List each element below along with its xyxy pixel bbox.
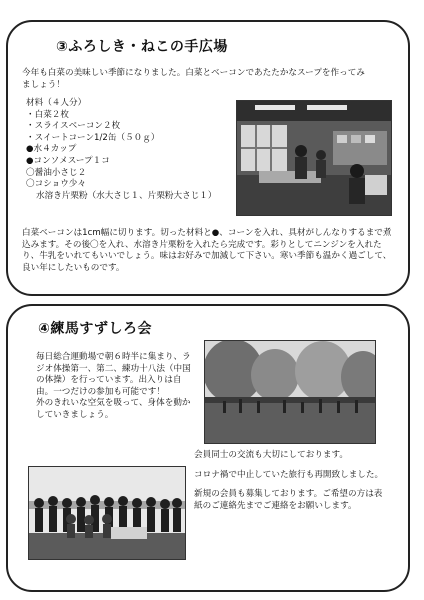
ingredient-item: ・白菜２枚 [26, 109, 69, 120]
member-note: 新規の会員も募集しております。ご希望の方は表紙のご連絡先までご連絡をお願いします。 [194, 489, 383, 511]
section-title: ④練馬すずしろ会 [38, 321, 152, 337]
ingredient-item: ●コンソメスープ１コ [26, 155, 110, 166]
ingredients-list [26, 98, 256, 202]
park-exercise-photo [204, 340, 376, 444]
community-room-photo-image [237, 101, 391, 215]
activity-text: 毎日総合運動場で朝６時半に集まり、ラジオ体操第一、第二、練功十八法（中国の体操）を行っています。出入りは自由。一つだけの参加も可能です！ 外のきれいな空気を吸って、身体を動かしていきましょう。 [36, 352, 191, 420]
section-title: ③ふろしき・ねこの手広場 [56, 39, 228, 55]
section-furoshiki [6, 20, 410, 296]
ingredient-item: 〇コショウ少々 [26, 179, 86, 190]
member-note: 会員同士の交流も大切にしております。 [194, 450, 349, 460]
intro-text: 今年も白菜の美味しい季節になりました。白菜とベーコンであたたかなスープを作ってみましょう！ [22, 68, 365, 90]
member-note: コロナ禍で中止していた旅行も再開致しました。 [194, 469, 384, 480]
instructions-text: 白菜ベーコンは1cm幅に切ります。切った材料と●、コーンを入れ、具材がしんなりするまで煮込みます。その後〇を入れ、水溶き片栗粉を入れたら完成です。彩りとしてニンジンを入れたり、牛乳をいれてもいいでしょう。味はお好みで加減して下さい。寒い季節も温かく過ごして、良い年にしたいものです。 [22, 228, 392, 273]
member-notes [194, 450, 384, 512]
group-photo [28, 466, 186, 560]
ingredient-item: ・スイートコーン1/2缶（５０ｇ） [26, 132, 160, 143]
ingredients-heading: 材料（４人分） [26, 98, 87, 108]
note-gap [194, 462, 384, 470]
ingredient-item: 〇醤油小さじ２ [26, 167, 87, 178]
section-suzushiro [6, 304, 410, 592]
park-exercise-photo-image [205, 341, 375, 443]
ingredient-item: ・スライスベーコン２枚 [26, 121, 121, 132]
note-gap [194, 481, 384, 489]
starch-note: 水溶き片栗粉（水大さじ１、片栗粉大さじ１） [36, 190, 217, 201]
ingredient-item: ●水４カップ [26, 144, 77, 155]
group-photo-image [29, 467, 185, 559]
community-room-photo [236, 100, 392, 216]
